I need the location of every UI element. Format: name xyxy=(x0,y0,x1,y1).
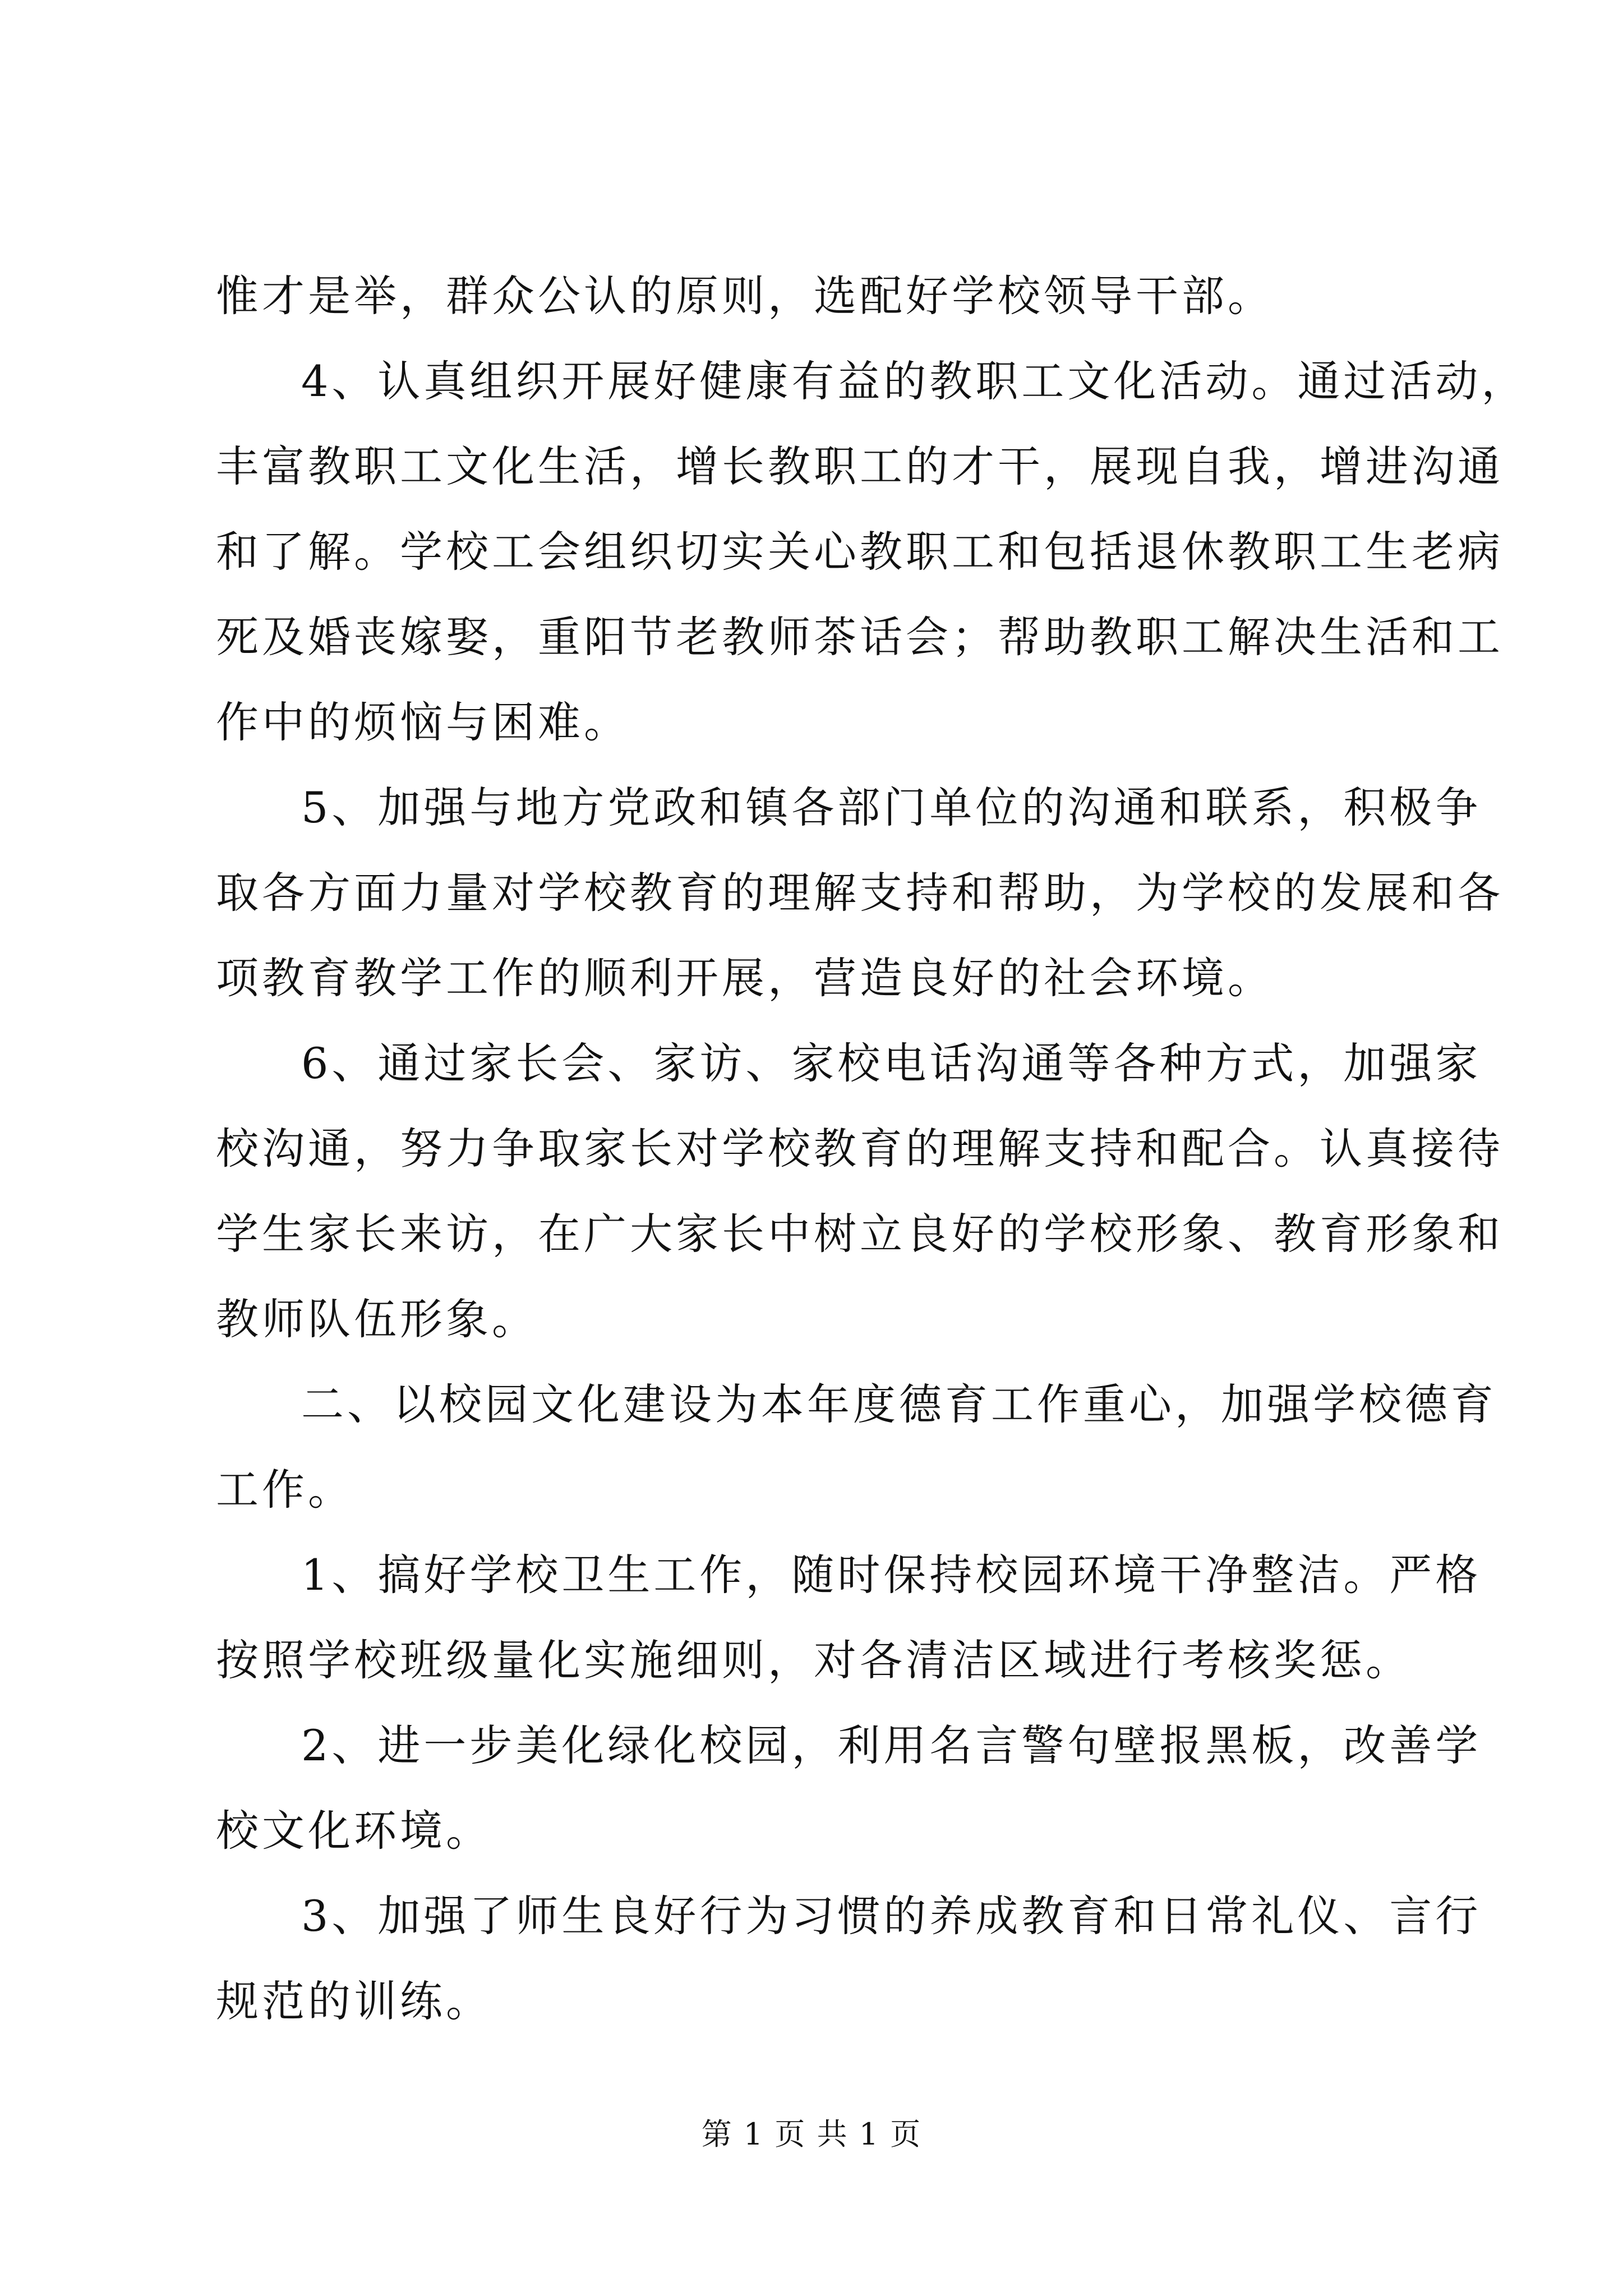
text-line: 教师队伍形象。 xyxy=(216,1294,538,1344)
document-body xyxy=(216,254,1528,2044)
text-line: 和了解。学校工会组织切实关心教职工和包括退休教职工生老病 xyxy=(216,527,1504,577)
text-line: 工作。 xyxy=(216,1465,354,1515)
section-heading: 二、以校园文化建设为本年度德育工作重心，加强学校德育 xyxy=(301,1379,1497,1429)
text-line: 校沟通，努力争取家长对学校教育的理解支持和配合。认真接待 xyxy=(216,1124,1504,1174)
text-line: 3、加强了师生良好行为习惯的养成教育和日常礼仪、言行 xyxy=(301,1891,1482,1941)
text-line: 1、搞好学校卫生工作，随时保持校园环境干净整洁。严格 xyxy=(301,1550,1482,1600)
text-line: 项教育教学工作的顺利开展，营造良好的社会环境。 xyxy=(216,953,1274,1003)
text-line: 2、进一步美化绿化校园，利用名言警句壁报黑板，改善学 xyxy=(301,1720,1482,1770)
text-line: 规范的训练。 xyxy=(216,1976,492,2026)
text-line: 作中的烦恼与困难。 xyxy=(216,697,630,747)
text-line: 5、加强与地方党政和镇各部门单位的沟通和联系，积极争 xyxy=(301,783,1482,832)
page-number: 第 1 页 共 1 页 xyxy=(701,2116,922,2152)
text-line: 6、通过家长会、家访、家校电话沟通等各种方式，加强家 xyxy=(301,1038,1482,1088)
text-line: 按照学校班级量化实施细则，对各清洁区域进行考核奖惩。 xyxy=(216,1635,1412,1685)
text-line: 4、认真组织开展好健康有益的教职工文化活动。通过活动， xyxy=(301,356,1528,406)
text-line: 学生家长来访，在广大家长中树立良好的学校形象、教育形象和 xyxy=(216,1209,1504,1259)
text-line: 丰富教职工文化生活，增长教职工的才干，展现自我，增进沟通 xyxy=(216,441,1504,491)
text-line: 校文化环境。 xyxy=(216,1806,492,1856)
text-line: 惟才是举，群众公认的原则，选配好学校领导干部。 xyxy=(216,271,1274,321)
text-line: 死及婚丧嫁娶，重阳节老教师茶话会；帮助教职工解决生活和工 xyxy=(216,612,1504,662)
text-line: 取各方面力量对学校教育的理解支持和帮助，为学校的发展和各 xyxy=(216,868,1504,918)
